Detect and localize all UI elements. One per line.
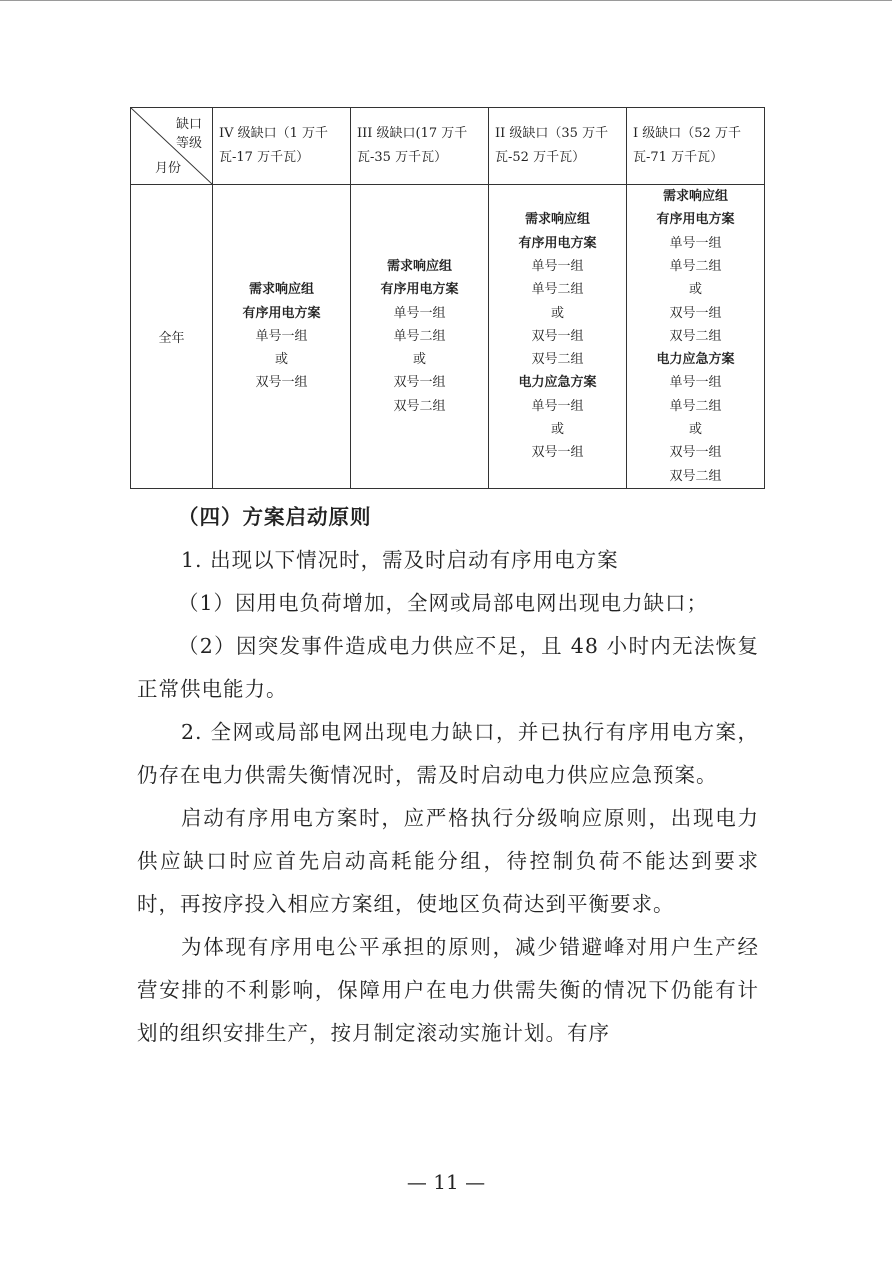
plan-cell-line: 双号二组 [669, 328, 722, 344]
plan-cell-line: 单号一组 [669, 235, 722, 251]
plan-cell-line: 单号二组 [669, 398, 722, 414]
column-header-level-1: I 级缺口（52 万千 瓦-71 万千瓦） [627, 108, 765, 185]
plan-cell-line: 电力应急方案 [656, 352, 735, 368]
gap-level-table [130, 107, 765, 489]
plan-cell-level-4 [213, 185, 351, 489]
plan-cell-line: 或 [274, 352, 288, 368]
page-number: — 11 — [406, 1170, 486, 1194]
column-header-level-2: II 级缺口（35 万千 瓦-52 万千瓦） [489, 108, 627, 185]
plan-cell-line: 有序用电方案 [242, 305, 321, 321]
corner-label-gap: 缺口 [175, 117, 202, 132]
column-header-level-3: III 级缺口(17 万千 瓦-35 万千瓦） [351, 108, 489, 185]
paragraph-fairness: 为体现有序用电公平承担的原则，减少错避峰对用户生产经营安排的不利影响，保障用户在电力供需失衡的情况下仍能有计划的组织安排生产，按月制定滚动实施计划。有序 [137, 935, 759, 1045]
plan-cell-line: 双号一组 [531, 445, 584, 461]
plan-cell-level-1 [627, 185, 765, 489]
item-1: 1. 出现以下情况时，需及时启动有序用电方案 [181, 548, 619, 572]
table-corner-cell [131, 108, 213, 185]
plan-cell-line: 或 [550, 305, 564, 321]
plan-cell-line: 单号一组 [393, 305, 446, 321]
plan-cell-line: 双号一组 [393, 375, 446, 391]
plan-cell-line: 单号一组 [531, 398, 584, 414]
plan-cell-line: 双号一组 [255, 375, 308, 391]
plan-cell-line: 双号一组 [669, 445, 722, 461]
body-text [137, 496, 759, 1055]
plan-cell-line: 单号二组 [669, 258, 722, 274]
column-header-level-4: IV 级缺口（1 万千 瓦-17 万千瓦） [213, 108, 351, 185]
item-1-2: （2）因突发事件造成电力供应不足，且 48 小时内无法恢复正常供电能力。 [137, 634, 759, 701]
plan-cell-line: 或 [412, 352, 426, 368]
plan-cell-line: 双号二组 [669, 468, 722, 484]
plan-cell-line: 或 [688, 282, 702, 298]
plan-cell-line: 或 [688, 422, 702, 438]
corner-label-month: 月份 [155, 161, 182, 176]
item-1-1: （1）因用电负荷增加，全网或局部电网出现电力缺口； [178, 591, 709, 615]
plan-cell-line: 需求响应组 [524, 212, 590, 228]
plan-cell-line: 单号一组 [255, 328, 308, 344]
plan-cell-line: 有序用电方案 [656, 212, 735, 228]
paragraph-startup: 启动有序用电方案时，应严格执行分级响应原则，出现电力供应缺口时应首先启动高耗能分组，待控制负荷不能达到要求时，再按序投入相应方案组，使地区负荷达到平衡要求。 [137, 806, 759, 916]
plan-cell-line: 有序用电方案 [380, 282, 459, 298]
plan-cell-line: 电力应急方案 [518, 375, 597, 391]
plan-cell-line: 双号一组 [669, 305, 722, 321]
plan-cell-level-3 [351, 185, 489, 489]
top-border-line [0, 0, 892, 1]
plan-cell-level-2 [489, 185, 627, 489]
plan-cell-line: 单号一组 [669, 375, 722, 391]
plan-cell-line: 双号二组 [393, 398, 446, 414]
corner-label-level: 等级 [175, 136, 202, 151]
section-heading: （四）方案启动原则 [178, 505, 372, 529]
plan-cell-line: 双号一组 [531, 328, 584, 344]
plan-cell-line: 单号一组 [531, 258, 584, 274]
row-label-all-year: 全年 [131, 185, 213, 489]
plan-cell-line: 单号二组 [531, 282, 584, 298]
plan-cell-line: 需求响应组 [248, 282, 314, 298]
item-2: 2. 全网或局部电网出现电力缺口，并已执行有序用电方案，仍存在电力供需失衡情况时，需及时启动电力供应应急预案。 [137, 720, 759, 787]
plan-cell-line: 单号二组 [393, 328, 446, 344]
plan-cell-line: 有序用电方案 [518, 235, 597, 251]
plan-cell-line: 或 [550, 422, 564, 438]
plan-cell-line: 需求响应组 [386, 258, 452, 274]
plan-cell-line: 双号二组 [531, 352, 584, 368]
plan-cell-line: 需求响应组 [662, 189, 728, 205]
